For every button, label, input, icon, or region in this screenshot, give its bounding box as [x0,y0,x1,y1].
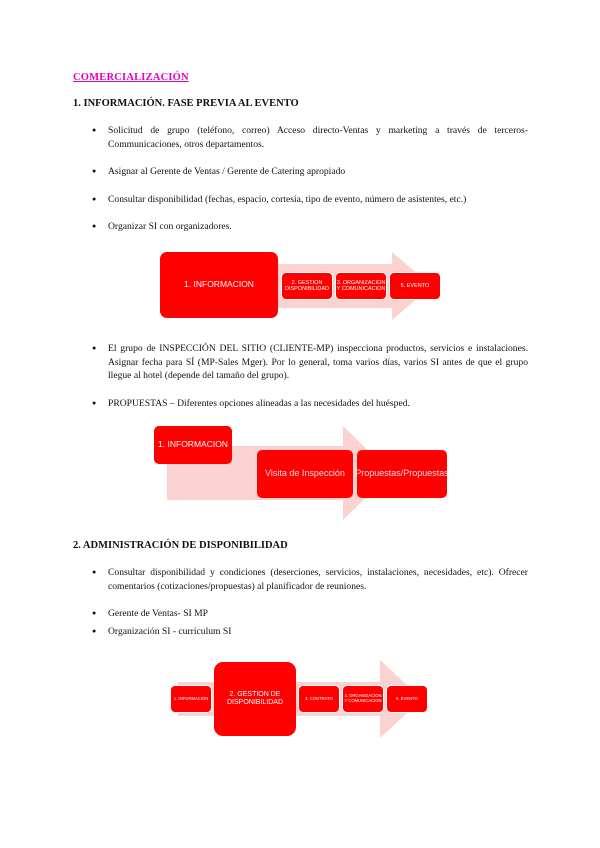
step-organizacion-comunicacion: 4. ORGANIZACION Y COMUNICACION [342,685,384,713]
step-gestion-disponibilidad: 2. GESTION DISPONIBILIDAD [281,272,333,300]
section-1-heading: 1. INFORMACIÓN. FASE PREVIA AL EVENTO [73,98,299,109]
process-diagram-1 [160,252,452,320]
list-item: ● El grupo de INSPECCIÓN DEL SITIO (CLIENTE-MP) inspecciona productos, servicios e instalaciones. Asignar fecha para SÍ (MP-Sales Mger). Por lo general, toma varios días, varios SI antes de que el grupo llegue al hotel (depende del tamaño del grupo). [92,342,528,383]
list-item: ● Gerente de Ventas- SI MP [92,607,528,621]
list-item: ● Organizar SI con organizadores. [92,220,528,234]
list-item: ● Consultar disponibilidad y condiciones (deserciones, servicios, instalaciones, necesidades, etc). Ofrecer comentarios (cotizaciones/propuestas) al planificador de reuniones. [92,566,528,593]
step-evento: 5. EVENTO [386,685,428,713]
process-diagram-3 [168,660,436,738]
section-2-bullets [92,566,528,638]
section-1-bullets [92,124,528,234]
list-item: ● Solicitud de grupo (teléfono, correo) Acceso directo-Ventas y marketing a través de terceros-Communicaciones, otros departamentos. [92,124,528,151]
step-informacion: 1. INFORMACION [160,252,278,318]
list-item: ● Consultar disponibilidad (fechas, espacio, cortesía, tipo de evento, número de asistentes, etc.) [92,193,528,207]
list-item: ● PROPUESTAS – Diferentes opciones alineadas a las necesidades del huésped. [92,397,528,411]
document-title[interactable]: COMERCIALIZACIÓN [73,72,189,83]
step-contrato: 3. CONTRATO [298,685,340,713]
section-2-heading: 2. ADMINISTRACIÓN DE DISPONIBILIDAD [73,540,288,551]
section-1-bullets-2 [92,342,528,410]
step-gestion-disponibilidad: 2. GESTION DE DISPONIBILIDAD [214,662,296,736]
step-informacion: 1. INFORMACION [170,685,212,713]
list-item: ● Asignar al Gerente de Ventas / Gerente de Catering apropiado [92,165,528,179]
step-evento: 5. EVENTO [389,272,441,300]
step-organizacion-comunicacion: 3. ORGANIZACION Y COMUNICACION [335,272,387,300]
step-informacion: 1. INFORMACION [154,426,232,464]
list-item: ● Organización SI - currículum SI [92,625,528,639]
step-visita-inspeccion: Visita de Inspección [257,450,353,498]
process-diagram-2 [153,426,453,520]
step-propuestas: Propuestas/Propuestas [357,450,447,498]
